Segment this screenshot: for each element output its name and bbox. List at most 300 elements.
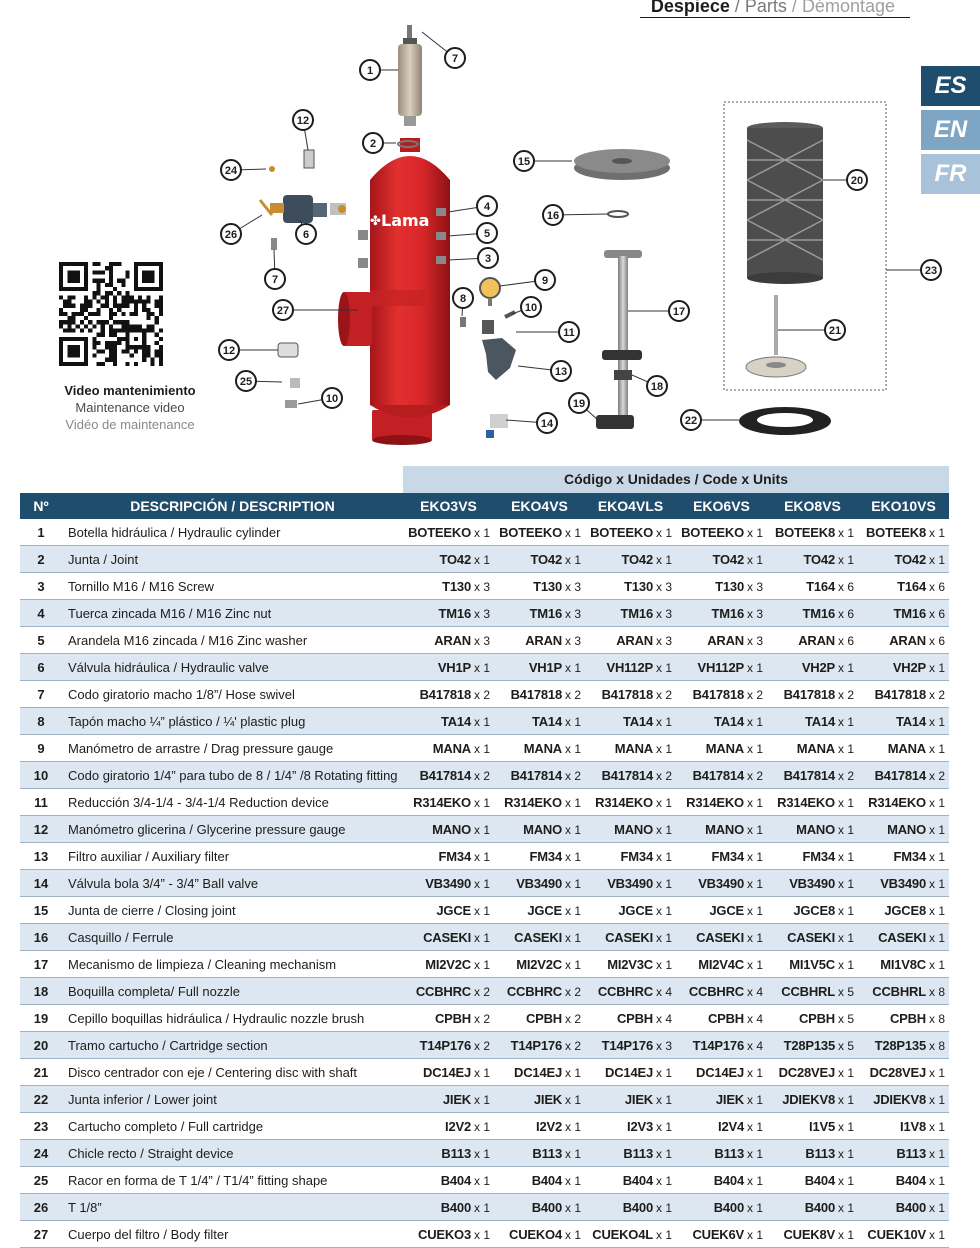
video-label-en: Maintenance video <box>75 400 185 415</box>
part-code: FM34 <box>893 848 926 864</box>
part-code-cell <box>676 930 767 945</box>
part-code: TO42 <box>530 551 562 567</box>
part-code-cell <box>858 1038 949 1053</box>
table-row <box>20 897 949 924</box>
part-code-cell <box>858 687 949 702</box>
part-quantity: x 1 <box>655 1200 672 1215</box>
part-description: Tuerca zincada M16 / M16 Zinc nut <box>68 605 272 621</box>
part-code: TA14 <box>622 713 653 729</box>
part-code: MI2V2C <box>425 956 471 972</box>
part-quantity: x 1 <box>564 957 581 972</box>
part-code: CASEKI <box>605 929 653 945</box>
part-code: T28P135 <box>874 1037 926 1053</box>
table-row <box>20 735 949 762</box>
part-quantity: x 1 <box>746 714 763 729</box>
part-code-cell <box>676 876 767 891</box>
part-quantity: x 1 <box>746 876 763 891</box>
callout-number: 24 <box>224 165 238 177</box>
part-quantity: x 1 <box>928 660 945 675</box>
lower-joint <box>739 407 831 435</box>
part-number: 27 <box>33 1226 49 1242</box>
part-quantity: x 1 <box>473 1227 490 1242</box>
part-quantity: x 3 <box>655 579 672 594</box>
part-code-cell <box>403 1065 494 1080</box>
part-quantity: x 1 <box>746 1119 763 1134</box>
part-code-cell <box>403 876 494 891</box>
part-code-cell <box>767 579 858 594</box>
part-quantity: x 1 <box>655 1065 672 1080</box>
callout-labels <box>219 32 941 433</box>
part-code-cell <box>858 795 949 810</box>
part-quantity: x 1 <box>837 714 854 729</box>
part-quantity: x 3 <box>746 633 763 648</box>
part-code: TM16 <box>893 605 926 621</box>
part-description: Junta inferior / Lower joint <box>68 1091 217 1107</box>
part-quantity: x 1 <box>564 1200 581 1215</box>
language-tab-es[interactable]: ES <box>921 66 980 106</box>
part-quantity: x 1 <box>837 741 854 756</box>
table-row <box>20 573 949 600</box>
part-description: T 1/8” <box>68 1199 102 1215</box>
part-code-cell <box>858 768 949 783</box>
part-quantity: x 6 <box>928 606 945 621</box>
part-quantity: x 1 <box>837 552 854 567</box>
part-code-cell <box>494 903 585 918</box>
part-code-cell <box>403 1038 494 1053</box>
part-quantity: x 1 <box>928 876 945 891</box>
part-code: T164 <box>897 578 926 594</box>
part-code: FM34 <box>438 848 471 864</box>
part-code-cell <box>585 1227 676 1242</box>
callout-number: 6 <box>302 229 310 241</box>
part-code-cell <box>767 633 858 648</box>
part-quantity: x 6 <box>928 633 945 648</box>
part-code-cell <box>494 1011 585 1026</box>
part-quantity: x 1 <box>928 957 945 972</box>
part-number: 18 <box>33 983 49 999</box>
part-quantity: x 1 <box>746 957 763 972</box>
part-quantity: x 1 <box>564 1173 581 1188</box>
part-code: I1V5 <box>809 1118 835 1134</box>
callout-number: 2 <box>369 138 377 150</box>
part-code-cell <box>858 903 949 918</box>
part-code: CASEKI <box>878 929 926 945</box>
part-quantity: x 3 <box>473 633 490 648</box>
part-code-cell <box>403 714 494 729</box>
part-code-cell <box>676 1119 767 1134</box>
part-quantity: x 1 <box>473 1200 490 1215</box>
part-code-cell <box>585 687 676 702</box>
part-code: VH112P <box>606 659 653 675</box>
part-quantity: x 1 <box>928 1200 945 1215</box>
ferrule-ring <box>608 211 628 217</box>
part-code: JGCE8 <box>793 902 835 918</box>
part-code: MANA <box>705 740 744 756</box>
part-code-cell <box>858 552 949 567</box>
table-row <box>20 1059 949 1086</box>
part-quantity: x 1 <box>746 795 763 810</box>
part-code-cell <box>676 822 767 837</box>
part-code-cell <box>403 957 494 972</box>
part-quantity: x 1 <box>655 714 672 729</box>
table-row <box>20 789 949 816</box>
part-code: B400 <box>713 1199 744 1215</box>
part-code: TO42 <box>894 551 926 567</box>
part-code-cell <box>494 822 585 837</box>
part-code: BOTEEK8 <box>865 524 926 540</box>
part-description: Tapón macho ¼” plástico / ¼' plastic plug <box>68 713 306 729</box>
part-code: ARAN <box>707 632 744 648</box>
part-quantity: x 4 <box>746 1038 763 1053</box>
part-code: BOTEEKO <box>499 524 562 540</box>
part-code-cell <box>767 1038 858 1053</box>
part-quantity: x 1 <box>564 930 581 945</box>
part-code-cell <box>767 525 858 540</box>
part-code: B417814 <box>601 767 653 783</box>
part-code: JIEK <box>533 1091 562 1107</box>
part-quantity: x 1 <box>473 1092 490 1107</box>
part-code: CUEK6V <box>692 1226 744 1242</box>
part-code: DC14EJ <box>696 1064 744 1080</box>
callout-number: 4 <box>483 201 491 213</box>
part-code-cell <box>676 1065 767 1080</box>
part-code: TO42 <box>803 551 835 567</box>
language-tab-fr[interactable]: FR <box>921 154 980 194</box>
part-quantity: x 3 <box>655 606 672 621</box>
part-code-cell <box>494 606 585 621</box>
part-quantity: x 1 <box>837 1146 854 1161</box>
part-code: JIEK <box>442 1091 471 1107</box>
part-description: Junta / Joint <box>68 551 139 567</box>
part-code-cell <box>676 1038 767 1053</box>
part-quantity: x 1 <box>837 903 854 918</box>
part-description: Junta de cierre / Closing joint <box>68 902 236 918</box>
part-code: B417818 <box>419 686 471 702</box>
part-quantity: x 1 <box>746 1200 763 1215</box>
part-code: VB3490 <box>698 875 744 891</box>
part-code-cell <box>676 714 767 729</box>
part-code: BOTEEKO <box>408 524 471 540</box>
part-code: CASEKI <box>787 929 835 945</box>
part-code: R314EKO <box>777 794 835 810</box>
part-code-cell <box>767 876 858 891</box>
part-description: Mecanismo de limpieza / Cleaning mechanism <box>68 956 337 972</box>
part-code-cell <box>585 1065 676 1080</box>
part-code: B113 <box>532 1145 562 1161</box>
part-code: T14P176 <box>601 1037 653 1053</box>
part-code: R314EKO <box>686 794 744 810</box>
part-code-cell <box>585 606 676 621</box>
part-code-cell <box>767 687 858 702</box>
callout-number: 25 <box>239 376 253 388</box>
part-quantity: x 1 <box>564 1146 581 1161</box>
part-code-cell <box>494 552 585 567</box>
part-quantity: x 4 <box>746 984 763 999</box>
part-quantity: x 1 <box>837 957 854 972</box>
part-code: B417814 <box>692 767 744 783</box>
part-code: TM16 <box>711 605 744 621</box>
part-quantity: x 2 <box>746 687 763 702</box>
part-quantity: x 1 <box>564 849 581 864</box>
table-row <box>20 978 949 1005</box>
part-number: 24 <box>33 1145 49 1161</box>
part-code-cell <box>403 1146 494 1161</box>
part-number: 2 <box>37 551 45 567</box>
part-code: ARAN <box>889 632 926 648</box>
part-code: T14P176 <box>419 1037 471 1053</box>
part-code: CASEKI <box>514 929 562 945</box>
lama-logo: Lama <box>381 211 430 230</box>
part-number: 14 <box>33 875 49 891</box>
part-code: VH2P <box>892 659 926 675</box>
page-title: Despiece / Parts / Démontage <box>650 0 895 16</box>
part-code: CPBH <box>525 1010 562 1026</box>
part-code: B417818 <box>510 686 562 702</box>
part-code: MANO <box>523 821 562 837</box>
part-quantity: x 2 <box>564 768 581 783</box>
part-code-cell <box>676 525 767 540</box>
part-code-cell <box>494 1146 585 1161</box>
col-header-model: EKO8VS <box>784 498 841 514</box>
part-code-cell <box>585 741 676 756</box>
part-code-cell <box>494 741 585 756</box>
part-code: B404 <box>895 1172 926 1188</box>
part-number: 7 <box>37 686 45 702</box>
hydraulic-cylinder <box>398 25 422 126</box>
part-code-cell <box>585 1092 676 1107</box>
language-tab-en[interactable]: EN <box>921 110 980 150</box>
part-code-cell <box>403 1119 494 1134</box>
part-code-cell <box>767 849 858 864</box>
part-code-cell <box>858 525 949 540</box>
part-description: Cartucho completo / Full cartridge <box>68 1118 264 1134</box>
part-code: B404 <box>531 1172 562 1188</box>
part-quantity: x 2 <box>928 687 945 702</box>
part-quantity: x 4 <box>655 1011 672 1026</box>
part-quantity: x 1 <box>655 1092 672 1107</box>
part-code: CCBHRC <box>688 983 744 999</box>
part-code-cell <box>585 903 676 918</box>
part-code-cell <box>585 714 676 729</box>
part-code: I2V2 <box>445 1118 471 1134</box>
part-code-cell <box>858 1173 949 1188</box>
table-row <box>20 1086 949 1113</box>
part-quantity: x 1 <box>473 1173 490 1188</box>
table-row <box>20 843 949 870</box>
part-description: Manómetro glicerina / Glycerine pressure gauge <box>68 821 346 837</box>
part-code: B404 <box>713 1172 744 1188</box>
part-code: TA14 <box>713 713 744 729</box>
part-code-cell <box>676 957 767 972</box>
callout-number: 1 <box>366 65 374 77</box>
part-code-cell <box>676 633 767 648</box>
part-code: CPBH <box>889 1010 926 1026</box>
part-number: 15 <box>33 902 49 918</box>
part-code-cell <box>858 822 949 837</box>
part-quantity: x 3 <box>655 1038 672 1053</box>
part-code-cell <box>585 1011 676 1026</box>
part-code: MANA <box>523 740 562 756</box>
part-code-cell <box>494 1119 585 1134</box>
part-quantity: x 1 <box>564 1119 581 1134</box>
part-quantity: x 1 <box>837 1065 854 1080</box>
part-code: B417818 <box>601 686 653 702</box>
part-code-cell <box>767 1173 858 1188</box>
part-quantity: x 6 <box>837 633 854 648</box>
part-code-cell <box>585 984 676 999</box>
part-code: JDIEKV8 <box>782 1091 835 1107</box>
part-code: FM34 <box>802 848 835 864</box>
part-quantity: x 1 <box>473 741 490 756</box>
part-code-cell <box>767 903 858 918</box>
part-code: B417814 <box>510 767 562 783</box>
part-quantity: x 1 <box>655 957 672 972</box>
part-quantity: x 2 <box>746 768 763 783</box>
part-code-cell <box>494 525 585 540</box>
part-code-cell <box>767 1119 858 1134</box>
part-code: B400 <box>895 1199 926 1215</box>
part-quantity: x 5 <box>837 1038 854 1053</box>
part-code-cell <box>494 1038 585 1053</box>
part-number: 3 <box>37 578 45 594</box>
callout-number: 18 <box>650 381 664 393</box>
part-code: B417818 <box>692 686 744 702</box>
part-quantity: x 1 <box>746 1065 763 1080</box>
part-number: 10 <box>33 767 49 783</box>
part-code-cell <box>676 1011 767 1026</box>
part-code: CPBH <box>707 1010 744 1026</box>
part-quantity: x 2 <box>564 1011 581 1026</box>
part-quantity: x 5 <box>837 1011 854 1026</box>
part-code: MI1V8C <box>880 956 926 972</box>
part-quantity: x 1 <box>564 741 581 756</box>
part-quantity: x 1 <box>746 1146 763 1161</box>
part-code: I2V4 <box>718 1118 744 1134</box>
part-code: FM34 <box>620 848 653 864</box>
part-quantity: x 1 <box>655 1119 672 1134</box>
part-quantity: x 1 <box>564 795 581 810</box>
part-code-cell <box>858 606 949 621</box>
part-quantity: x 3 <box>564 633 581 648</box>
closing-joint <box>574 149 670 180</box>
part-code: JGCE <box>527 902 562 918</box>
part-code-cell <box>858 660 949 675</box>
table-row <box>20 519 949 546</box>
part-number: 5 <box>37 632 45 648</box>
part-code: B404 <box>440 1172 471 1188</box>
part-code-cell <box>676 1200 767 1215</box>
part-number: 11 <box>34 794 48 810</box>
part-code: B113 <box>623 1145 653 1161</box>
part-quantity: x 2 <box>473 1011 490 1026</box>
part-code: T130 <box>442 578 471 594</box>
part-quantity: x 1 <box>746 1092 763 1107</box>
part-code: R314EKO <box>413 794 471 810</box>
part-number: 19 <box>33 1010 49 1026</box>
part-quantity: x 1 <box>473 1119 490 1134</box>
part-quantity: x 1 <box>473 876 490 891</box>
part-code: CUEKO4L <box>592 1226 653 1242</box>
part-code-cell <box>767 1146 858 1161</box>
part-code-cell <box>676 1146 767 1161</box>
part-code-cell <box>767 822 858 837</box>
part-code-cell <box>403 687 494 702</box>
part-code-cell <box>585 849 676 864</box>
part-code: JGCE8 <box>884 902 926 918</box>
part-code: MI2V2C <box>516 956 562 972</box>
part-code: B400 <box>440 1199 471 1215</box>
part-code: CCBHRC <box>506 983 562 999</box>
part-quantity: x 1 <box>746 660 763 675</box>
part-quantity: x 1 <box>564 876 581 891</box>
part-code: R314EKO <box>504 794 562 810</box>
part-code: ARAN <box>434 632 471 648</box>
part-description: Tramo cartucho / Cartridge section <box>68 1037 268 1053</box>
part-code-cell <box>403 1011 494 1026</box>
part-code-cell <box>585 660 676 675</box>
part-code: TA14 <box>804 713 835 729</box>
part-code-cell <box>494 768 585 783</box>
table-row <box>20 708 949 735</box>
part-code: DC14EJ <box>605 1064 653 1080</box>
part-quantity: x 2 <box>473 687 490 702</box>
part-code: T130 <box>533 578 562 594</box>
part-code-cell <box>494 849 585 864</box>
part-code: VH2P <box>801 659 835 675</box>
part-quantity: x 1 <box>564 660 581 675</box>
part-code: DC14EJ <box>423 1064 471 1080</box>
table-row <box>20 654 949 681</box>
part-code-cell <box>585 957 676 972</box>
part-quantity: x 6 <box>837 606 854 621</box>
part-quantity: x 1 <box>655 1227 672 1242</box>
part-quantity: x 1 <box>746 930 763 945</box>
part-quantity: x 1 <box>746 1227 763 1242</box>
part-code-cell <box>585 795 676 810</box>
part-description: Casquillo / Ferrule <box>68 929 174 945</box>
part-quantity: x 1 <box>746 552 763 567</box>
part-quantity: x 1 <box>655 1173 672 1188</box>
part-code-cell <box>403 579 494 594</box>
part-quantity: x 1 <box>473 795 490 810</box>
callout-number: 9 <box>541 275 549 287</box>
part-code: MANO <box>796 821 835 837</box>
part-quantity: x 1 <box>837 849 854 864</box>
part-quantity: x 1 <box>473 903 490 918</box>
part-code: I2V3 <box>627 1118 653 1134</box>
part-code-cell <box>676 687 767 702</box>
col-header-model: EKO3VS <box>420 498 477 514</box>
part-code-cell <box>858 930 949 945</box>
part-code-cell <box>585 930 676 945</box>
part-number: 22 <box>33 1091 49 1107</box>
part-quantity: x 1 <box>837 1092 854 1107</box>
part-quantity: x 1 <box>473 552 490 567</box>
qr-code[interactable] <box>58 262 164 371</box>
table-header-row <box>20 493 949 519</box>
part-quantity: x 3 <box>746 579 763 594</box>
part-quantity: x 8 <box>928 1011 945 1026</box>
part-quantity: x 1 <box>928 903 945 918</box>
part-code-cell <box>676 1092 767 1107</box>
part-code: B113 <box>441 1145 471 1161</box>
part-quantity: x 6 <box>837 579 854 594</box>
video-label-fr: Vidéo de maintenance <box>65 417 195 432</box>
part-quantity: x 1 <box>746 525 763 540</box>
part-description: Filtro auxiliar / Auxiliary filter <box>68 848 230 864</box>
part-code-cell <box>767 930 858 945</box>
part-code: VH1P <box>437 659 471 675</box>
